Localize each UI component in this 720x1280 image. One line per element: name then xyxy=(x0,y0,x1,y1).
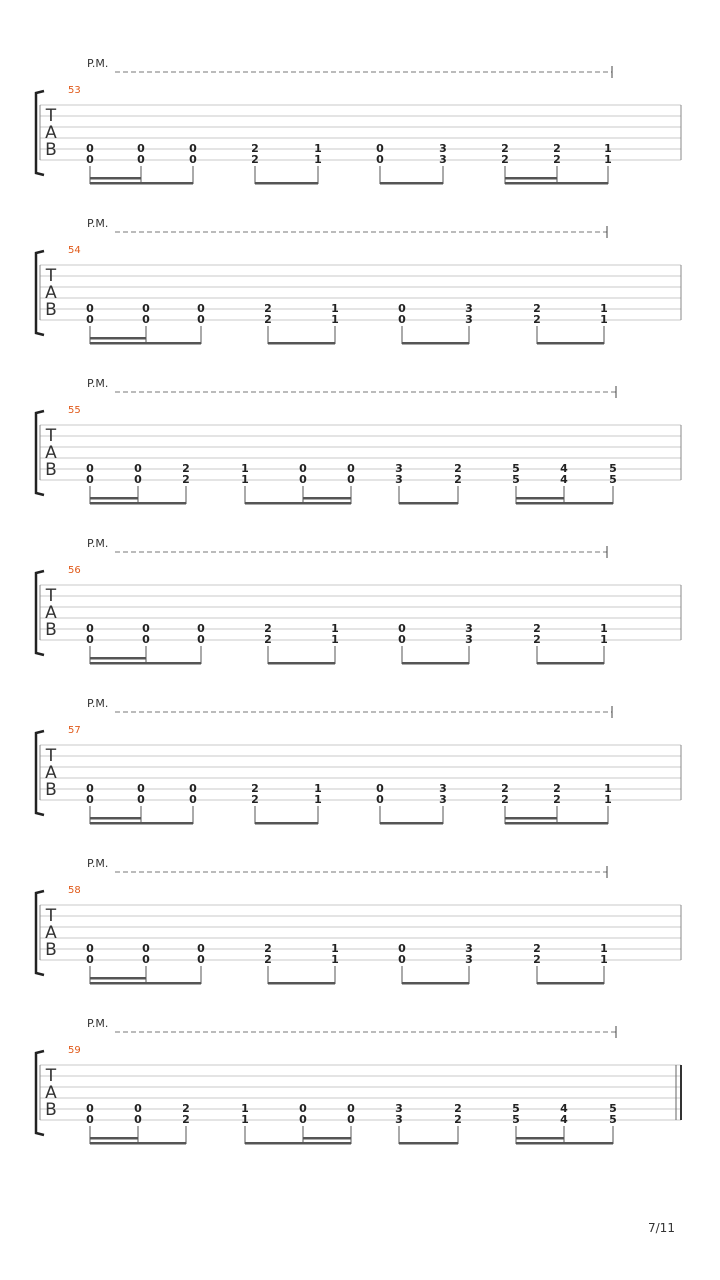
fret-number: 1 xyxy=(314,153,322,166)
beam-secondary xyxy=(90,1137,138,1140)
fret-number: 4 xyxy=(560,1113,568,1126)
beam xyxy=(90,662,201,665)
fret-number: 0 xyxy=(398,313,406,326)
beam-secondary xyxy=(516,1137,564,1140)
tab-clef-letter: A xyxy=(45,1083,57,1103)
tab-clef-letter: A xyxy=(45,763,57,783)
fret-number: 0 xyxy=(197,942,205,955)
beam xyxy=(399,502,458,505)
fret-number: 0 xyxy=(197,622,205,635)
fret-number: 0 xyxy=(189,782,197,795)
palm-mute-label: P.M. xyxy=(87,377,109,390)
fret-number: 0 xyxy=(134,1113,142,1126)
tab-clef-letter: T xyxy=(45,106,57,126)
fret-number: 1 xyxy=(604,142,612,155)
fret-number: 2 xyxy=(264,302,272,315)
fret-number: 5 xyxy=(609,1113,617,1126)
fret-number: 2 xyxy=(533,953,541,966)
beam xyxy=(516,1142,613,1145)
fret-number: 0 xyxy=(134,1102,142,1115)
fret-number: 1 xyxy=(314,793,322,806)
beam xyxy=(90,982,201,985)
beam xyxy=(537,342,604,345)
fret-number: 2 xyxy=(264,942,272,955)
beam-secondary xyxy=(90,977,146,980)
tab-clef-letter: B xyxy=(45,940,57,960)
beam xyxy=(245,1142,351,1145)
fret-number: 5 xyxy=(512,1113,520,1126)
fret-number: 3 xyxy=(395,1113,403,1126)
fret-number: 5 xyxy=(609,1102,617,1115)
fret-number: 2 xyxy=(553,142,561,155)
fret-number: 1 xyxy=(600,633,608,646)
fret-number: 2 xyxy=(454,1102,462,1115)
palm-mute-label: P.M. xyxy=(87,57,109,70)
fret-number: 3 xyxy=(395,1102,403,1115)
fret-number: 0 xyxy=(347,1113,355,1126)
fret-number: 0 xyxy=(86,793,94,806)
fret-number: 1 xyxy=(331,953,339,966)
fret-number: 0 xyxy=(376,793,384,806)
fret-number: 1 xyxy=(600,313,608,326)
fret-number: 2 xyxy=(501,142,509,155)
fret-number: 3 xyxy=(439,153,447,166)
beam-secondary xyxy=(90,497,138,500)
tab-clef-letter: T xyxy=(45,586,57,606)
fret-number: 0 xyxy=(347,1102,355,1115)
fret-number: 2 xyxy=(533,942,541,955)
fret-number: 0 xyxy=(398,302,406,315)
tab-clef-letter: B xyxy=(45,300,57,320)
fret-number: 0 xyxy=(197,953,205,966)
fret-number: 0 xyxy=(398,622,406,635)
fret-number: 0 xyxy=(142,953,150,966)
tab-clef-letter: B xyxy=(45,460,57,480)
fret-number: 2 xyxy=(533,313,541,326)
fret-number: 0 xyxy=(86,782,94,795)
fret-number: 2 xyxy=(533,302,541,315)
fret-number: 0 xyxy=(86,622,94,635)
palm-mute-label: P.M. xyxy=(87,1017,109,1030)
fret-number: 4 xyxy=(560,473,568,486)
beam xyxy=(402,982,469,985)
fret-number: 0 xyxy=(137,153,145,166)
fret-number: 2 xyxy=(251,153,259,166)
fret-number: 0 xyxy=(86,302,94,315)
fret-number: 1 xyxy=(241,473,249,486)
beam xyxy=(268,982,335,985)
fret-number: 2 xyxy=(264,622,272,635)
beam xyxy=(90,182,193,185)
fret-number: 0 xyxy=(376,782,384,795)
fret-number: 0 xyxy=(398,953,406,966)
fret-number: 0 xyxy=(376,142,384,155)
fret-number: 0 xyxy=(86,473,94,486)
fret-number: 2 xyxy=(501,782,509,795)
fret-number: 1 xyxy=(331,633,339,646)
tab-clef-letter: A xyxy=(45,123,57,143)
fret-number: 0 xyxy=(134,473,142,486)
fret-number: 0 xyxy=(299,462,307,475)
fret-number: 0 xyxy=(299,473,307,486)
fret-number: 2 xyxy=(454,473,462,486)
fret-number: 2 xyxy=(251,793,259,806)
fret-number: 0 xyxy=(142,622,150,635)
beam xyxy=(537,982,604,985)
fret-number: 2 xyxy=(501,793,509,806)
fret-number: 0 xyxy=(299,1102,307,1115)
fret-number: 1 xyxy=(600,622,608,635)
fret-number: 0 xyxy=(86,142,94,155)
page-number: 7/11 xyxy=(648,1221,675,1235)
fret-number: 0 xyxy=(137,793,145,806)
fret-number: 1 xyxy=(331,313,339,326)
fret-number: 0 xyxy=(86,153,94,166)
fret-number: 0 xyxy=(142,942,150,955)
tab-clef-letter: B xyxy=(45,140,57,160)
measure-number: 56 xyxy=(68,565,81,576)
fret-number: 0 xyxy=(197,633,205,646)
fret-number: 3 xyxy=(465,942,473,955)
fret-number: 0 xyxy=(137,142,145,155)
fret-number: 3 xyxy=(465,953,473,966)
fret-number: 0 xyxy=(86,1113,94,1126)
beam xyxy=(90,502,186,505)
fret-number: 0 xyxy=(197,302,205,315)
fret-number: 2 xyxy=(553,793,561,806)
beam xyxy=(399,1142,458,1145)
fret-number: 2 xyxy=(454,462,462,475)
measure-number: 55 xyxy=(68,405,81,416)
tab-clef-letter: T xyxy=(45,1066,57,1086)
fret-number: 1 xyxy=(241,462,249,475)
beam xyxy=(537,662,604,665)
fret-number: 2 xyxy=(251,142,259,155)
beam xyxy=(90,1142,186,1145)
fret-number: 3 xyxy=(465,633,473,646)
fret-number: 1 xyxy=(604,153,612,166)
fret-number: 2 xyxy=(553,782,561,795)
fret-number: 5 xyxy=(609,462,617,475)
fret-number: 0 xyxy=(197,313,205,326)
beam xyxy=(268,342,335,345)
fret-number: 1 xyxy=(331,622,339,635)
fret-number: 3 xyxy=(395,473,403,486)
fret-number: 3 xyxy=(465,302,473,315)
measure-number: 57 xyxy=(68,725,81,736)
fret-number: 1 xyxy=(241,1102,249,1115)
fret-number: 2 xyxy=(182,462,190,475)
fret-number: 2 xyxy=(182,473,190,486)
fret-number: 0 xyxy=(189,142,197,155)
tab-clef-letter: T xyxy=(45,906,57,926)
fret-number: 0 xyxy=(86,942,94,955)
fret-number: 0 xyxy=(347,473,355,486)
beam-secondary xyxy=(505,177,557,180)
tab-clef-letter: T xyxy=(45,746,57,766)
palm-mute-label: P.M. xyxy=(87,857,109,870)
tab-clef-letter: A xyxy=(45,923,57,943)
tab-clef-letter: B xyxy=(45,1100,57,1120)
beam xyxy=(245,502,351,505)
fret-number: 2 xyxy=(264,313,272,326)
fret-number: 0 xyxy=(398,633,406,646)
fret-number: 0 xyxy=(134,462,142,475)
beam-secondary xyxy=(516,497,564,500)
fret-number: 1 xyxy=(600,953,608,966)
beam xyxy=(402,662,469,665)
fret-number: 0 xyxy=(86,1102,94,1115)
fret-number: 0 xyxy=(189,793,197,806)
beam-secondary xyxy=(303,1137,351,1140)
measure-number: 54 xyxy=(68,245,81,256)
fret-number: 2 xyxy=(553,153,561,166)
beam xyxy=(380,182,443,185)
fret-number: 2 xyxy=(182,1113,190,1126)
palm-mute-label: P.M. xyxy=(87,537,109,550)
beam xyxy=(255,822,318,825)
fret-number: 1 xyxy=(314,142,322,155)
fret-number: 0 xyxy=(137,782,145,795)
fret-number: 0 xyxy=(299,1113,307,1126)
fret-number: 4 xyxy=(560,462,568,475)
fret-number: 2 xyxy=(501,153,509,166)
palm-mute-label: P.M. xyxy=(87,217,109,230)
fret-number: 2 xyxy=(533,633,541,646)
fret-number: 1 xyxy=(241,1113,249,1126)
fret-number: 5 xyxy=(512,462,520,475)
tab-clef-letter: A xyxy=(45,603,57,623)
fret-number: 1 xyxy=(600,302,608,315)
fret-number: 3 xyxy=(439,142,447,155)
fret-number: 3 xyxy=(465,313,473,326)
fret-number: 4 xyxy=(560,1102,568,1115)
measure-number: 59 xyxy=(68,1045,81,1056)
fret-number: 5 xyxy=(609,473,617,486)
fret-number: 2 xyxy=(264,633,272,646)
fret-number: 2 xyxy=(454,1113,462,1126)
beam xyxy=(505,822,608,825)
fret-number: 3 xyxy=(439,782,447,795)
beam xyxy=(90,822,193,825)
fret-number: 1 xyxy=(331,302,339,315)
fret-number: 1 xyxy=(604,782,612,795)
fret-number: 0 xyxy=(142,313,150,326)
fret-number: 0 xyxy=(142,633,150,646)
fret-number: 0 xyxy=(142,302,150,315)
fret-number: 2 xyxy=(251,782,259,795)
fret-number: 0 xyxy=(86,953,94,966)
beam xyxy=(255,182,318,185)
beam-secondary xyxy=(90,817,141,820)
beam xyxy=(505,182,608,185)
palm-mute-label: P.M. xyxy=(87,697,109,710)
beam-secondary xyxy=(90,177,141,180)
beam xyxy=(268,662,335,665)
beam xyxy=(516,502,613,505)
beam xyxy=(90,342,201,345)
fret-number: 0 xyxy=(398,942,406,955)
beam xyxy=(380,822,443,825)
fret-number: 3 xyxy=(395,462,403,475)
fret-number: 1 xyxy=(604,793,612,806)
fret-number: 1 xyxy=(331,942,339,955)
fret-number: 5 xyxy=(512,1102,520,1115)
beam-secondary xyxy=(303,497,351,500)
fret-number: 0 xyxy=(376,153,384,166)
fret-number: 0 xyxy=(347,462,355,475)
beam-secondary xyxy=(505,817,557,820)
fret-number: 0 xyxy=(86,462,94,475)
tab-clef-letter: A xyxy=(45,283,57,303)
fret-number: 2 xyxy=(533,622,541,635)
fret-number: 0 xyxy=(86,633,94,646)
fret-number: 0 xyxy=(86,313,94,326)
tab-clef-letter: T xyxy=(45,266,57,286)
tab-clef-letter: T xyxy=(45,426,57,446)
fret-number: 3 xyxy=(439,793,447,806)
fret-number: 2 xyxy=(264,953,272,966)
tab-clef-letter: B xyxy=(45,780,57,800)
measure-number: 58 xyxy=(68,885,81,896)
tab-clef-letter: B xyxy=(45,620,57,640)
fret-number: 1 xyxy=(600,942,608,955)
tab-clef-letter: A xyxy=(45,443,57,463)
beam-secondary xyxy=(90,337,146,340)
fret-number: 0 xyxy=(189,153,197,166)
fret-number: 2 xyxy=(182,1102,190,1115)
fret-number: 3 xyxy=(465,622,473,635)
measure-number: 53 xyxy=(68,85,81,96)
fret-number: 1 xyxy=(314,782,322,795)
beam xyxy=(402,342,469,345)
beam-secondary xyxy=(90,657,146,660)
fret-number: 5 xyxy=(512,473,520,486)
